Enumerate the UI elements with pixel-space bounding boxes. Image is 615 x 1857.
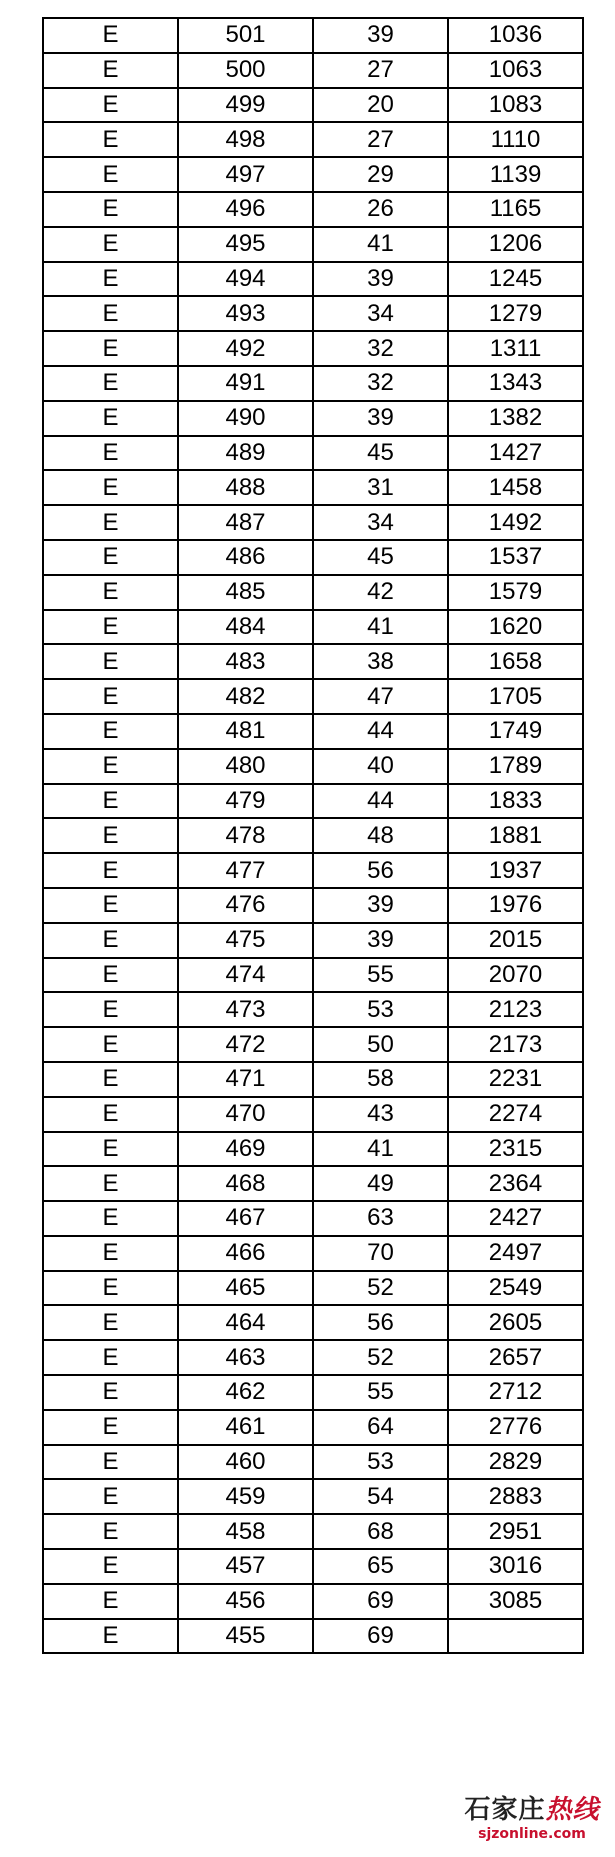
grade-cell: E [43,1166,178,1201]
score-cell: 459 [178,1479,313,1514]
grade-cell: E [43,1271,178,1306]
grade-cell: E [43,1549,178,1584]
score-cell: 491 [178,366,313,401]
cumulative-cell: 1343 [448,366,583,401]
table-row [43,296,583,331]
count-cell: 20 [313,88,448,123]
score-cell: 485 [178,575,313,610]
score-cell: 480 [178,749,313,784]
grade-cell: E [43,644,178,679]
cumulative-cell: 2657 [448,1340,583,1375]
count-cell: 55 [313,958,448,993]
grade-cell: E [43,1340,178,1375]
count-cell: 39 [313,262,448,297]
score-cell: 494 [178,262,313,297]
cumulative-cell: 1705 [448,679,583,714]
grade-cell: E [43,1027,178,1062]
count-cell: 31 [313,470,448,505]
table-row [43,157,583,192]
score-cell: 470 [178,1097,313,1132]
score-cell: 456 [178,1584,313,1619]
grade-cell: E [43,714,178,749]
table-row [43,1305,583,1340]
score-cell: 493 [178,296,313,331]
cumulative-cell: 3016 [448,1549,583,1584]
table-row [43,262,583,297]
count-cell: 56 [313,853,448,888]
table-row [43,366,583,401]
cumulative-cell: 1658 [448,644,583,679]
grade-cell: E [43,436,178,471]
grade-cell: E [43,227,178,262]
cumulative-cell: 2883 [448,1479,583,1514]
table-row [43,1549,583,1584]
table-row [43,575,583,610]
grade-cell: E [43,818,178,853]
count-cell: 40 [313,749,448,784]
grade-cell: E [43,1375,178,1410]
score-cell: 469 [178,1132,313,1167]
count-cell: 39 [313,923,448,958]
grade-cell: E [43,610,178,645]
table-row [43,1584,583,1619]
table-row [43,1201,583,1236]
grade-cell: E [43,679,178,714]
count-cell: 44 [313,714,448,749]
count-cell: 39 [313,888,448,923]
grade-cell: E [43,262,178,297]
cumulative-cell: 2549 [448,1271,583,1306]
score-cell: 477 [178,853,313,888]
count-cell: 53 [313,1445,448,1480]
grade-cell: E [43,18,178,53]
count-cell: 41 [313,227,448,262]
count-cell: 52 [313,1271,448,1306]
score-cell: 484 [178,610,313,645]
score-cell: 486 [178,540,313,575]
score-cell: 487 [178,505,313,540]
count-cell: 50 [313,1027,448,1062]
score-cell: 476 [178,888,313,923]
cumulative-cell: 2951 [448,1514,583,1549]
table-row [43,1445,583,1480]
count-cell: 65 [313,1549,448,1584]
count-cell: 52 [313,1340,448,1375]
score-cell: 466 [178,1236,313,1271]
table-row [43,1619,583,1654]
table-row [43,1236,583,1271]
cumulative-cell: 1311 [448,331,583,366]
grade-cell: E [43,1445,178,1480]
count-cell: 34 [313,296,448,331]
count-cell: 64 [313,1410,448,1445]
cumulative-cell: 1139 [448,157,583,192]
table-row [43,749,583,784]
grade-cell: E [43,853,178,888]
cumulative-cell: 1036 [448,18,583,53]
count-cell: 44 [313,784,448,819]
score-cell: 482 [178,679,313,714]
cumulative-cell: 2364 [448,1166,583,1201]
table-row [43,923,583,958]
cumulative-cell: 2829 [448,1445,583,1480]
cumulative-cell: 3085 [448,1584,583,1619]
table-row [43,853,583,888]
grade-cell: E [43,1132,178,1167]
cumulative-cell: 2231 [448,1062,583,1097]
cumulative-cell: 1881 [448,818,583,853]
table-row [43,1062,583,1097]
cumulative-cell: 1458 [448,470,583,505]
count-cell: 43 [313,1097,448,1132]
cumulative-cell: 1789 [448,749,583,784]
cumulative-cell: 1976 [448,888,583,923]
cumulative-cell: 2015 [448,923,583,958]
score-cell: 488 [178,470,313,505]
grade-cell: E [43,1584,178,1619]
score-cell: 457 [178,1549,313,1584]
table-row [43,610,583,645]
grade-cell: E [43,88,178,123]
cumulative-cell: 1579 [448,575,583,610]
cumulative-cell: 1279 [448,296,583,331]
cumulative-cell: 1620 [448,610,583,645]
site-watermark-logo [457,1795,607,1853]
count-cell: 49 [313,1166,448,1201]
count-cell: 54 [313,1479,448,1514]
score-cell: 501 [178,18,313,53]
count-cell: 39 [313,401,448,436]
table-row [43,540,583,575]
count-cell: 58 [313,1062,448,1097]
table-row [43,436,583,471]
table-row [43,18,583,53]
grade-cell: E [43,1236,178,1271]
cumulative-cell: 1382 [448,401,583,436]
cumulative-cell: 1110 [448,122,583,157]
table-row [43,1132,583,1167]
count-cell: 48 [313,818,448,853]
score-cell: 465 [178,1271,313,1306]
table-row [43,1097,583,1132]
table-row [43,1410,583,1445]
table-row [43,1166,583,1201]
table-row [43,53,583,88]
score-cell: 481 [178,714,313,749]
cumulative-cell: 2712 [448,1375,583,1410]
score-cell: 462 [178,1375,313,1410]
score-cell: 500 [178,53,313,88]
count-cell: 41 [313,610,448,645]
grade-cell: E [43,540,178,575]
score-cell: 468 [178,1166,313,1201]
count-cell: 69 [313,1584,448,1619]
table-row [43,122,583,157]
score-cell: 492 [178,331,313,366]
score-cell: 463 [178,1340,313,1375]
table-row [43,331,583,366]
grade-cell: E [43,923,178,958]
grade-cell: E [43,1514,178,1549]
score-cell: 478 [178,818,313,853]
grade-cell: E [43,122,178,157]
grade-cell: E [43,1097,178,1132]
grade-cell: E [43,1305,178,1340]
cumulative-cell: 1492 [448,505,583,540]
count-cell: 45 [313,540,448,575]
grade-cell: E [43,157,178,192]
count-cell: 32 [313,366,448,401]
grade-cell: E [43,53,178,88]
score-cell: 475 [178,923,313,958]
table-row [43,888,583,923]
table-row [43,470,583,505]
score-cell: 460 [178,1445,313,1480]
grade-cell: E [43,784,178,819]
count-cell: 34 [313,505,448,540]
count-cell: 47 [313,679,448,714]
count-cell: 68 [313,1514,448,1549]
cumulative-cell: 1063 [448,53,583,88]
grade-cell: E [43,1619,178,1654]
count-cell: 55 [313,1375,448,1410]
grade-cell: E [43,192,178,227]
cumulative-cell: 2070 [448,958,583,993]
grade-cell: E [43,1062,178,1097]
count-cell: 56 [313,1305,448,1340]
count-cell: 69 [313,1619,448,1654]
count-cell: 39 [313,18,448,53]
grade-cell: E [43,331,178,366]
watermark-title-prefix: 石家庄 [464,1795,546,1825]
cumulative-cell: 2427 [448,1201,583,1236]
table-row [43,1514,583,1549]
score-cell: 467 [178,1201,313,1236]
table-row [43,401,583,436]
count-cell: 70 [313,1236,448,1271]
score-cell: 461 [178,1410,313,1445]
cumulative-cell: 2497 [448,1236,583,1271]
score-cell: 489 [178,436,313,471]
cumulative-cell: 2605 [448,1305,583,1340]
table-row [43,1340,583,1375]
grade-cell: E [43,401,178,436]
grade-cell: E [43,296,178,331]
cumulative-cell [448,1619,583,1654]
grade-cell: E [43,992,178,1027]
table-row [43,227,583,262]
table-row [43,1271,583,1306]
score-cell: 498 [178,122,313,157]
grade-cell: E [43,749,178,784]
watermark-title-hot: 热线 [545,1795,600,1825]
table-row [43,505,583,540]
cumulative-cell: 1537 [448,540,583,575]
table-row [43,1375,583,1410]
score-cell: 471 [178,1062,313,1097]
cumulative-cell: 1427 [448,436,583,471]
cumulative-cell: 2315 [448,1132,583,1167]
count-cell: 27 [313,122,448,157]
score-cell: 464 [178,1305,313,1340]
grade-cell: E [43,470,178,505]
table-row [43,992,583,1027]
score-cell: 479 [178,784,313,819]
grade-cell: E [43,366,178,401]
table-row [43,818,583,853]
score-cell: 490 [178,401,313,436]
count-cell: 29 [313,157,448,192]
table-row [43,88,583,123]
count-cell: 26 [313,192,448,227]
count-cell: 63 [313,1201,448,1236]
count-cell: 53 [313,992,448,1027]
count-cell: 38 [313,644,448,679]
grade-cell: E [43,958,178,993]
grade-cell: E [43,1410,178,1445]
score-cell: 473 [178,992,313,1027]
grade-cell: E [43,1479,178,1514]
table-row [43,1479,583,1514]
count-cell: 32 [313,331,448,366]
count-cell: 27 [313,53,448,88]
grade-cell: E [43,575,178,610]
count-cell: 45 [313,436,448,471]
table-row [43,1027,583,1062]
cumulative-cell: 1833 [448,784,583,819]
watermark-title [457,1795,607,1825]
grade-cell: E [43,505,178,540]
score-cell: 483 [178,644,313,679]
score-cell: 495 [178,227,313,262]
score-cell: 474 [178,958,313,993]
watermark-url: sjzonline.com [478,1826,586,1842]
score-cell: 458 [178,1514,313,1549]
score-cell: 497 [178,157,313,192]
table-row [43,714,583,749]
cumulative-cell: 2123 [448,992,583,1027]
cumulative-cell: 1206 [448,227,583,262]
cumulative-cell: 2776 [448,1410,583,1445]
table-body [43,18,583,1653]
cumulative-cell: 1749 [448,714,583,749]
cumulative-cell: 2274 [448,1097,583,1132]
cumulative-cell: 2173 [448,1027,583,1062]
table-row [43,192,583,227]
table-row [43,644,583,679]
score-cell: 455 [178,1619,313,1654]
score-cell: 496 [178,192,313,227]
grade-cell: E [43,1201,178,1236]
cumulative-cell: 1165 [448,192,583,227]
table-row [43,958,583,993]
cumulative-cell: 1083 [448,88,583,123]
score-cell: 472 [178,1027,313,1062]
table-row [43,784,583,819]
count-cell: 41 [313,1132,448,1167]
score-table [42,17,584,1654]
grade-cell: E [43,888,178,923]
count-cell: 42 [313,575,448,610]
table-row [43,679,583,714]
score-cell: 499 [178,88,313,123]
cumulative-cell: 1937 [448,853,583,888]
cumulative-cell: 1245 [448,262,583,297]
